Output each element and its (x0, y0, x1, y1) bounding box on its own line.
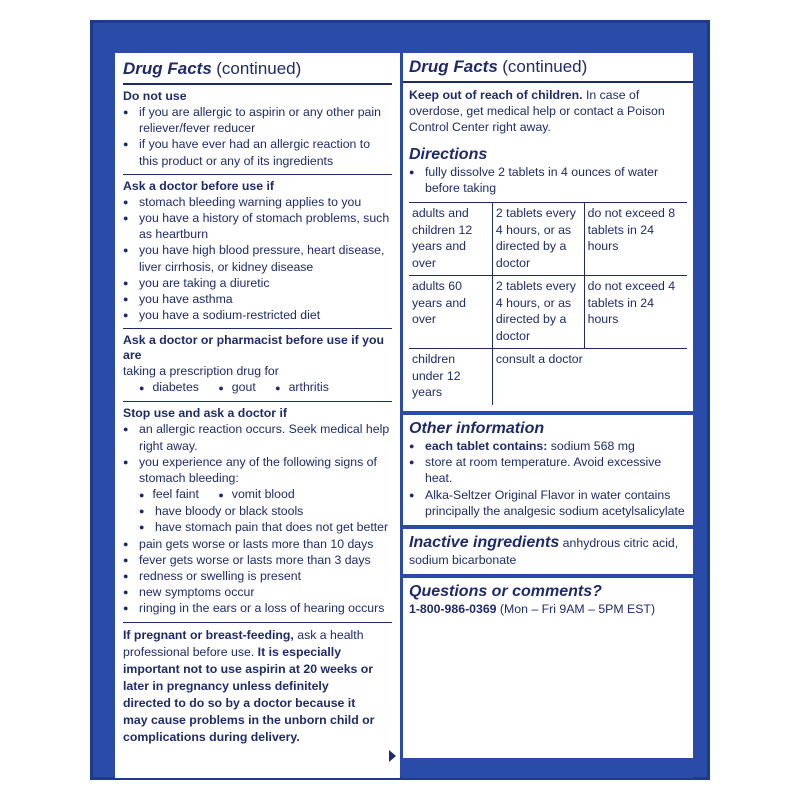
ask-doctor-section (123, 174, 392, 329)
stop-use-title: Stop use and ask a doctor if (123, 406, 287, 421)
table-cell: adults 60 years and over (409, 276, 492, 349)
other-info-item: ● store at room temperature. Avoid excessive heat. (409, 454, 687, 486)
table-row (409, 276, 687, 349)
table-cell: do not exceed 8 tablets in 24 hours (584, 203, 687, 276)
bleeding-signs-inline: ● feel faint ● vomit blood (139, 487, 295, 502)
ask-pharmacist-text: taking a prescription drug for (123, 364, 279, 379)
bleeding-sign-item: feel faint (152, 487, 199, 502)
prescription-drug-item: diabetes (152, 380, 199, 395)
bleeding-sign-item: ● have stomach pain that does not get better (123, 519, 392, 535)
ask-doctor-item: ● you have high blood pressure, heart disease, liver cirrhosis, or kidney disease (123, 242, 392, 274)
tablet-contains-label: each tablet contains: (425, 438, 548, 453)
ask-doctor-item: ● you have a history of stomach problems, such as heartburn (123, 210, 392, 242)
bleeding-sign-item: vomit blood (231, 487, 295, 502)
ask-doctor-item: ● you have a sodium-restricted diet (123, 307, 392, 323)
continue-arrow-icon (389, 750, 396, 762)
pregnancy-warning: It is especially important not to use aspirin at 20 weeks or later in pregnancy unless definitely directed to do so by a doctor because it may cause problems in the unborn child or complications during delivery. (123, 644, 375, 744)
ask-doctor-title: Ask a doctor before use if (123, 178, 275, 193)
left-header-title: Drug Facts (123, 59, 212, 78)
inactive-section (403, 529, 693, 578)
inactive-text: anhydrous citric acid, sodium bicarbonate (409, 535, 679, 567)
keep-out-section (403, 83, 693, 141)
left-header-cont: (continued) (216, 59, 302, 78)
stop-use-item: ● redness or swelling is present (123, 568, 392, 584)
phone-number: 1-800-986-0369 (409, 601, 497, 616)
ask-doctor-item: ● stomach bleeding warning applies to you (123, 194, 392, 210)
table-cell: consult a doctor (492, 349, 687, 405)
ask-pharmacist-title: Ask a doctor or pharmacist before use if you are (123, 333, 385, 363)
directions-section (403, 141, 693, 415)
prescription-drug-item: arthritis (288, 380, 329, 395)
pregnancy-text: ask a health professional before use. (123, 627, 364, 659)
pregnancy-section (123, 622, 392, 751)
directions-item: ● fully dissolve 2 tablets in 4 ounces of water before taking (409, 164, 687, 196)
inactive-title: Inactive ingredients (409, 533, 560, 551)
stop-use-item: ● you experience any of the following signs of stomach bleeding: (123, 454, 392, 486)
right-header-title: Drug Facts (409, 57, 498, 76)
prescription-drug-item: gout (231, 380, 256, 395)
other-info-item: ● Alka-Seltzer Original Flavor in water contains principally the analgesic sodium acetylsalicylate (409, 487, 687, 519)
other-info-section (403, 415, 693, 529)
other-info-item (409, 438, 687, 454)
dosage-table (409, 202, 687, 405)
left-panel (115, 53, 400, 778)
do-not-use-item: ● if you have ever had an allergic reaction to this product or any of its ingredients (123, 136, 392, 168)
table-row (409, 203, 687, 276)
stop-use-section (123, 401, 392, 621)
tablet-contains-value: sodium 568 mg (547, 438, 635, 453)
bleeding-sign-item: ● have bloody or black stools (123, 503, 392, 519)
other-info-title: Other information (409, 419, 545, 437)
right-header-cont: (continued) (502, 57, 588, 76)
phone-hours: (Mon – Fri 9AM – 5PM EST) (496, 601, 656, 616)
directions-title: Directions (409, 146, 488, 163)
right-top-block (403, 53, 693, 141)
ask-doctor-item: ● you are taking a diuretic (123, 275, 392, 291)
prescription-drug-list: ● diabetes ● gout ● arthritis (139, 380, 329, 395)
keep-out-bold: Keep out of reach of children. (409, 88, 583, 102)
ask-doctor-item: ● you have asthma (123, 291, 392, 307)
stop-use-item: ● new symptoms occur (123, 584, 392, 600)
ask-pharmacist-section (123, 328, 392, 401)
do-not-use-section (123, 83, 392, 174)
drug-facts-box (90, 20, 710, 780)
stop-use-item: ● an allergic reaction occurs. Seek medical help right away. (123, 421, 392, 453)
left-header (123, 55, 392, 83)
table-cell: 2 tablets every 4 hours, or as directed by a doctor (492, 276, 584, 349)
do-not-use-item: ● if you are allergic to aspirin or any other pain reliever/fever reducer (123, 104, 392, 136)
table-cell: 2 tablets every 4 hours, or as directed by a doctor (492, 203, 584, 276)
do-not-use-title: Do not use (123, 89, 187, 103)
pregnancy-lead: If pregnant or breast-feeding, (123, 627, 294, 642)
right-header (403, 53, 693, 83)
table-row (409, 349, 687, 405)
table-cell: do not exceed 4 tablets in 24 hours (584, 276, 687, 349)
questions-section (403, 578, 693, 758)
right-panel (403, 53, 693, 778)
table-cell: adults and children 12 years and over (409, 203, 492, 276)
stop-use-item: ● pain gets worse or lasts more than 10 days (123, 536, 392, 552)
stop-use-item: ● fever gets worse or lasts more than 3 days (123, 552, 392, 568)
questions-title: Questions or comments? (409, 582, 602, 600)
stop-use-item: ● ringing in the ears or a loss of hearing occurs (123, 600, 392, 616)
keep-out-text: In case of overdose, get medical help or contact a Poison Control Center right away. (409, 88, 665, 134)
table-cell: children under 12 years (409, 349, 492, 405)
